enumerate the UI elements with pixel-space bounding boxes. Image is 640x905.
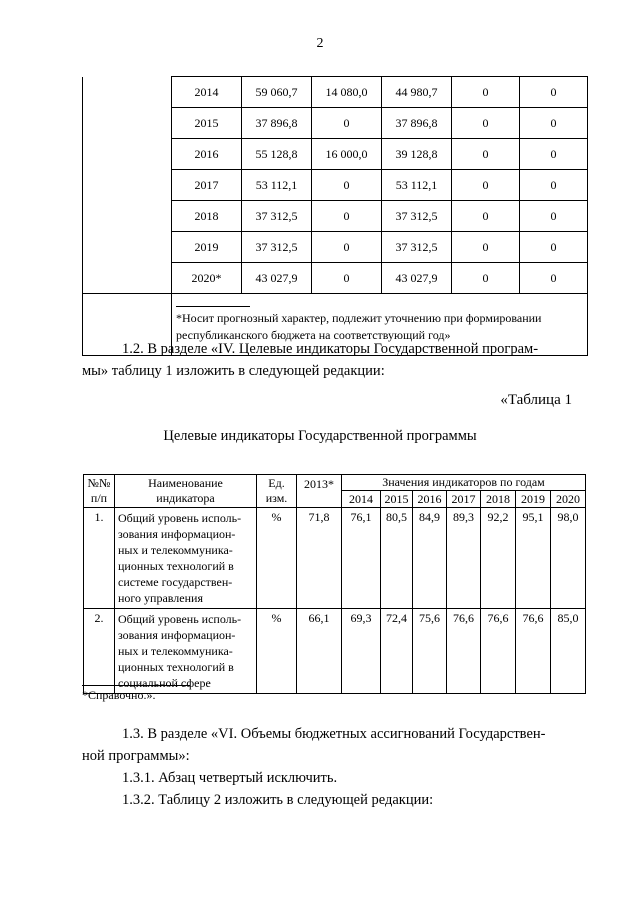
row-value: 80,5 (381, 508, 413, 609)
row-name-line: социальной сфере (118, 676, 211, 690)
row-base: 66,1 (297, 609, 342, 694)
row-value: 76,6 (516, 609, 551, 694)
budget-col2: 39 128,8 (382, 139, 452, 170)
header-base-year: 2013* (297, 475, 342, 508)
budget-col4: 0 (520, 201, 588, 232)
row-base: 71,8 (297, 508, 342, 609)
section-1-2 (82, 338, 572, 382)
budget-total: 59 060,7 (242, 77, 312, 108)
budget-table (82, 76, 588, 356)
row-value: 76,1 (342, 508, 381, 609)
budget-col4: 0 (520, 139, 588, 170)
budget-col2: 43 027,9 (382, 263, 452, 294)
row-name (115, 609, 257, 694)
paragraph-line: 1.2. В разделе «IV. Целевые индикаторы Государственной програм- (122, 341, 539, 357)
indicators-row (84, 508, 586, 609)
header-num (84, 475, 115, 508)
paragraph-line: ной программы»: (82, 748, 190, 764)
budget-year: 2015 (172, 108, 242, 139)
row-num: 1. (84, 508, 115, 609)
budget-col2: 37 312,5 (382, 232, 452, 263)
row-unit: % (257, 609, 297, 694)
row-value: 69,3 (342, 609, 381, 694)
row-name-line: зования информацион- (118, 527, 236, 541)
row-value: 76,6 (447, 609, 481, 694)
header-year: 2017 (447, 491, 481, 508)
budget-total: 43 027,9 (242, 263, 312, 294)
row-name-line: ных и телекоммуника- (118, 543, 233, 557)
budget-col1: 16 000,0 (312, 139, 382, 170)
budget-col1: 0 (312, 170, 382, 201)
header-name-line: Наименование (148, 476, 223, 490)
budget-col1: 0 (312, 232, 382, 263)
budget-col2: 37 896,8 (382, 108, 452, 139)
header-year: 2020 (551, 491, 586, 508)
header-year: 2019 (516, 491, 551, 508)
budget-total: 37 312,5 (242, 232, 312, 263)
budget-footnote-line: республиканского бюджета на соответствующий год» (176, 328, 451, 342)
budget-col3: 0 (452, 139, 520, 170)
row-num: 2. (84, 609, 115, 694)
header-unit-line: Ед. (268, 476, 285, 490)
header-year: 2016 (413, 491, 447, 508)
budget-col3: 0 (452, 263, 520, 294)
row-name-line: ного управления (118, 591, 203, 605)
page-number: 2 (316, 36, 324, 51)
row-name-line: Общий уровень исполь- (118, 511, 242, 525)
row-value: 72,4 (381, 609, 413, 694)
budget-total: 37 896,8 (242, 108, 312, 139)
section-1-3 (82, 723, 572, 811)
budget-blank-cell (83, 77, 172, 294)
budget-col1: 0 (312, 201, 382, 232)
table-title: Целевые индикаторы Государственной программы (163, 428, 477, 444)
header-unit (257, 475, 297, 508)
budget-year: 2014 (172, 77, 242, 108)
row-value: 75,6 (413, 609, 447, 694)
budget-row (83, 77, 588, 108)
budget-year: 2019 (172, 232, 242, 263)
header-values: Значения индикаторов по годам (342, 475, 586, 491)
budget-col3: 0 (452, 108, 520, 139)
paragraph-line: 1.3. В разделе «VI. Объемы бюджетных ассигнований Государствен- (122, 726, 546, 742)
header-year: 2018 (481, 491, 516, 508)
row-name-line: системе государствен- (118, 575, 233, 589)
row-value: 84,9 (413, 508, 447, 609)
footnote-separator (82, 685, 190, 686)
row-name-line: ционных технологий в (118, 660, 234, 674)
budget-col4: 0 (520, 77, 588, 108)
budget-footnote-line: *Носит прогнозный характер, подлежит уточнению при формировании (176, 311, 542, 325)
header-unit-line: изм. (265, 491, 288, 505)
budget-col4: 0 (520, 232, 588, 263)
footnote-ref: *Справочно.». (82, 688, 156, 702)
row-value: 95,1 (516, 508, 551, 609)
budget-col2: 37 312,5 (382, 201, 452, 232)
budget-year: 2018 (172, 201, 242, 232)
budget-col1: 0 (312, 108, 382, 139)
budget-col3: 0 (452, 77, 520, 108)
budget-total: 53 112,1 (242, 170, 312, 201)
header-year: 2014 (342, 491, 381, 508)
footnote-rule (176, 306, 250, 307)
budget-total: 55 128,8 (242, 139, 312, 170)
header-name (115, 475, 257, 508)
budget-col1: 0 (312, 263, 382, 294)
budget-col4: 0 (520, 108, 588, 139)
row-value: 76,6 (481, 609, 516, 694)
header-name-line: индикатора (156, 491, 215, 505)
header-num-line: №№ (87, 476, 111, 490)
row-value: 98,0 (551, 508, 586, 609)
indicators-row (84, 609, 586, 694)
row-value: 85,0 (551, 609, 586, 694)
indicators-header-row (84, 475, 586, 491)
budget-col1: 14 080,0 (312, 77, 382, 108)
header-year: 2015 (381, 491, 413, 508)
paragraph-line: 1.3.2. Таблицу 2 изложить в следующей редакции: (122, 792, 434, 808)
paragraph-line: 1.3.1. Абзац четвертый исключить. (122, 770, 338, 786)
budget-col4: 0 (520, 263, 588, 294)
indicators-table (83, 474, 586, 694)
budget-col2: 44 980,7 (382, 77, 452, 108)
row-name-line: Общий уровень исполь- (118, 612, 242, 626)
budget-total: 37 312,5 (242, 201, 312, 232)
header-num-line: п/п (90, 491, 108, 505)
row-name-line: ных и телекоммуника- (118, 644, 233, 658)
table-label: «Таблица 1 (500, 392, 572, 408)
budget-year: 2020* (172, 263, 242, 294)
row-value: 92,2 (481, 508, 516, 609)
budget-col3: 0 (452, 232, 520, 263)
row-name (115, 508, 257, 609)
budget-col3: 0 (452, 170, 520, 201)
budget-year: 2016 (172, 139, 242, 170)
budget-col2: 53 112,1 (382, 170, 452, 201)
budget-col4: 0 (520, 170, 588, 201)
row-name-line: зования информацион- (118, 628, 236, 642)
row-unit: % (257, 508, 297, 609)
row-value: 89,3 (447, 508, 481, 609)
paragraph-line: мы» таблицу 1 изложить в следующей редакции: (82, 363, 385, 379)
budget-col3: 0 (452, 201, 520, 232)
budget-year: 2017 (172, 170, 242, 201)
row-name-line: ционных технологий в (118, 559, 234, 573)
